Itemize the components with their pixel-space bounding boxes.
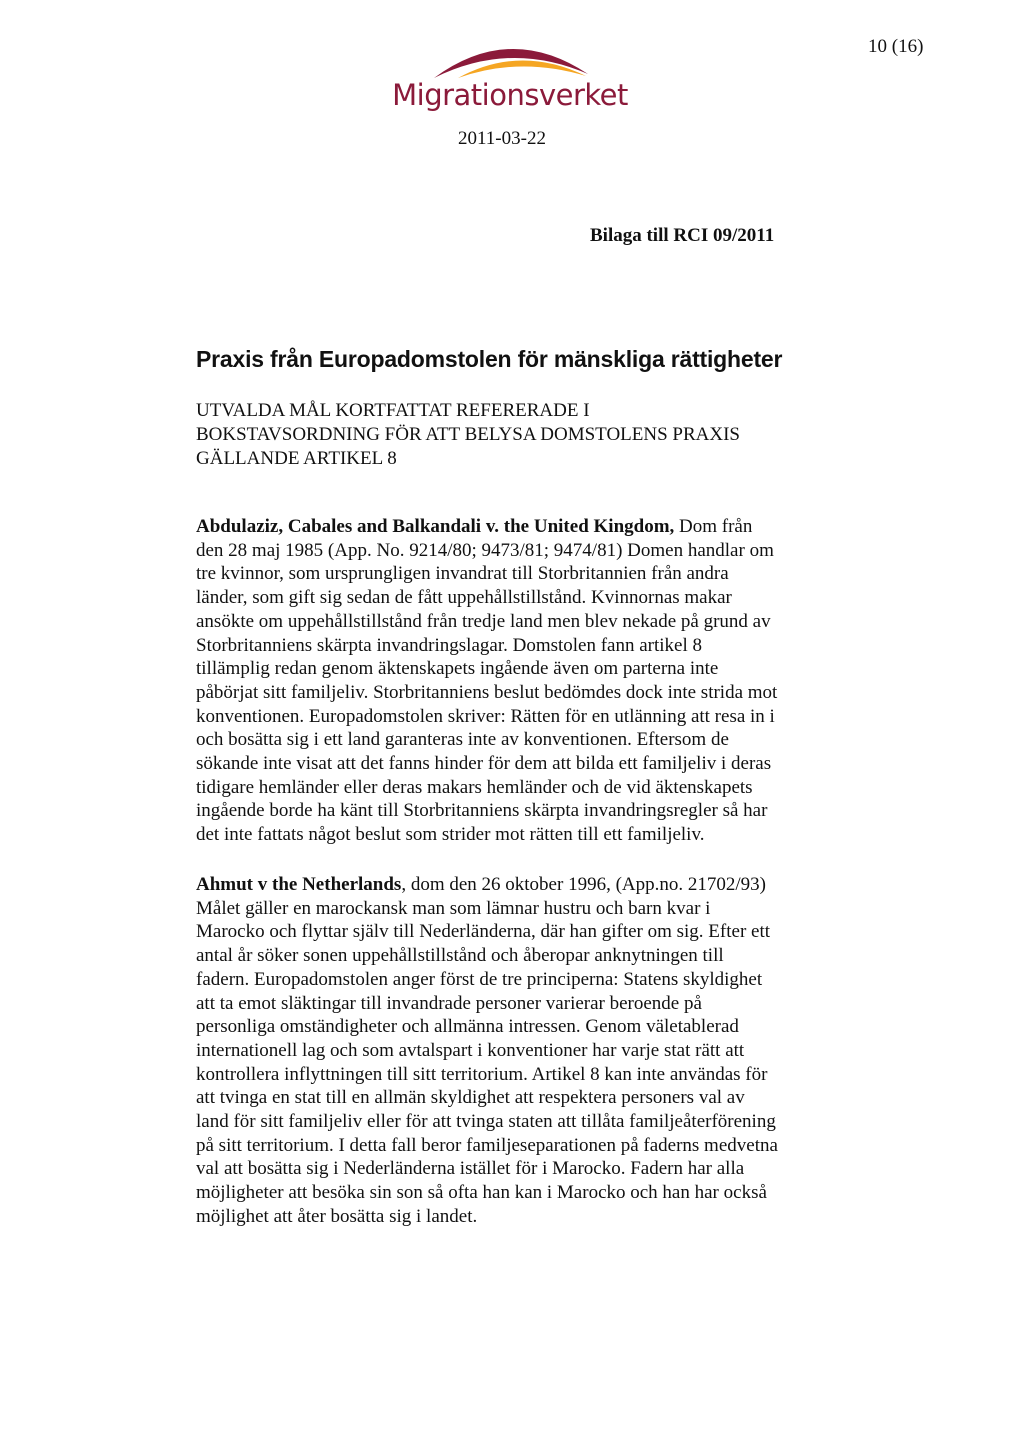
case-line: internationell lag och som avtalspart i konventioner har varje stat rätt att [196,1039,745,1061]
case-line: sökande inte visat att det fanns hinder för dem att bilda ett familjeliv i deras [196,753,772,775]
case-line: den 28 maj 1985 (App. No. 9214/80; 9473/81; 9474/81) Domen handlar om [196,539,774,561]
annex-reference: Bilaga till RCI 09/2011 [590,225,775,246]
case-line: val att bosätta sig i Nederländerna istället för i Marocko. Fadern har alla [196,1158,745,1180]
case-first-line [196,515,856,539]
page-number: 10 (16) [868,36,924,57]
case-abdulaziz [196,515,856,847]
case-line: Marocko och flyttar själv till Nederländerna, där han gifter om sig. Efter ett [196,921,771,943]
case-line: tillämplig redan genom äktenskapets ingående även om parterna inte [196,658,719,680]
case-first-line-rest: Dom från [674,516,753,537]
case-line: Målet gäller en marockansk man som lämnar hustru och barn kvar i [196,897,711,919]
case-line: tidigare hemländer eller deras makars hemländer och de vid äktenskapets [196,776,753,798]
case-first-line-rest: , dom den 26 oktober 1996, (App.no. 21702/93) [401,874,766,895]
page-title: Praxis från Europadomstolen för mänskliga rättigheter [196,346,783,372]
case-line: länder, som gift sig sedan de fått uppehållstillstånd. Kvinnornas makar [196,587,732,609]
subtitle-line: UTVALDA MÅL KORTFATTAT REFERERADE I [196,400,590,421]
case-line: och bosätta sig i ett land garanteras inte av konventionen. Eftersom de [196,729,729,751]
case-name: Ahmut v the Netherlands [196,874,402,895]
case-line: möjlighet att åter bosätta sig i landet. [196,1205,478,1227]
subtitle-line: GÄLLANDE ARTIKEL 8 [196,448,397,469]
migrationsverket-logo [390,28,630,118]
case-line: ingående borde ha känt till Storbritanniens skärpta invandringsregler så har [196,800,768,822]
case-line: möjligheter att besöka sin son så ofta han kan i Marocko och han har också [196,1182,767,1204]
case-line: påbörjat sitt familjeliv. Storbritanniens beslut bedömdes dock inte strida mot [196,681,778,703]
case-line: Storbritanniens skärpta invandringslagar. Domstolen fann artikel 8 [196,634,703,656]
case-line: fadern. Europadomstolen anger först de tre principerna: Statens skyldighet [196,968,763,990]
subtitle-line: BOKSTAVSORDNING FÖR ATT BELYSA DOMSTOLENS PRAXIS [196,424,740,445]
case-ahmut [196,873,856,1229]
case-line: tre kvinnor, som ursprungligen invandrat till Storbritannien från andra [196,563,729,585]
case-line: att ta emot släktingar till invandrade personer varierar beroende på [196,992,702,1014]
case-line: konventionen. Europadomstolen skriver: Rätten för en utlänning att resa in i [196,705,775,727]
case-line: personliga omständigheter och allmänna intressen. Genom väletablerad [196,1016,739,1038]
case-line: land för sitt familjeliv eller för att tvinga staten att tillåta familjeåterförening [196,1111,776,1133]
case-line: det inte fattats något beslut som strider mot rätten till ett familjeliv. [196,824,705,846]
case-line: på sitt territorium. I detta fall beror familjeseparationen på faderns medvetna [196,1134,778,1156]
case-line: ansökte om uppehållstillstånd från tredje land men blev nekade på grund av [196,610,771,632]
logo-arc-icon [428,32,592,80]
case-first-line [196,873,856,897]
case-line: antal år söker sonen uppehållstillstånd och åberopar anknytningen till [196,945,724,967]
case-line: att tvinga en stat till en allmän skyldighet att respektera personers val av [196,1087,745,1109]
case-name: Abdulaziz, Cabales and Balkandali v. the United Kingdom, [196,516,675,537]
logo-text: Migrationsverket [392,78,628,112]
document-date: 2011-03-22 [458,128,546,149]
subtitle [196,399,836,471]
case-line: kontrollera inflyttningen till sitt territorium. Artikel 8 kan inte användas för [196,1063,768,1085]
